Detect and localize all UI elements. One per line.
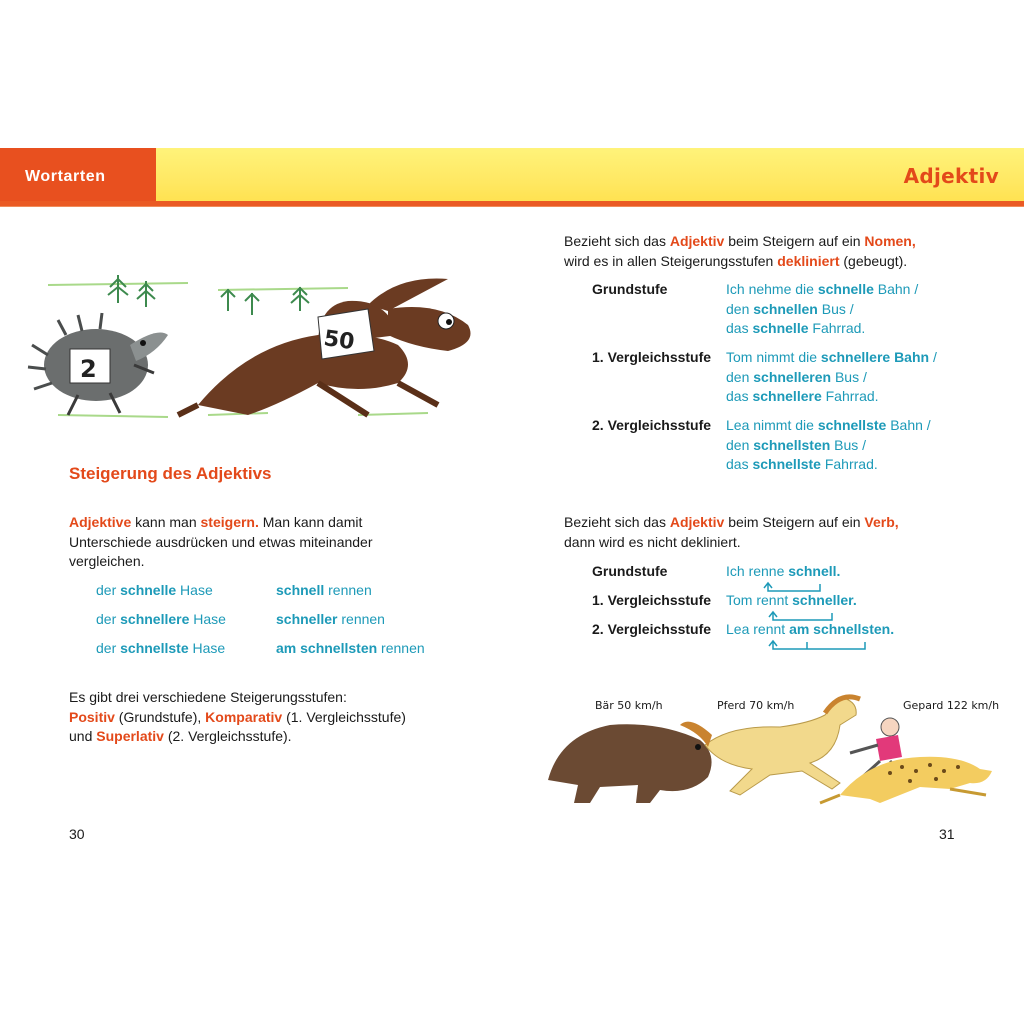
levels-paragraph: Es gibt drei verschiedene Steigerungsstufen: Positiv (Grundstufe), Komparativ (1. Vergleichsstufe) und Superlativ (2. Vergleichsstufe).: [69, 689, 406, 744]
page-heading: Steigerung des Adjektivs: [69, 464, 272, 483]
verb-row-text: Lea rennt am schnellsten.: [726, 621, 895, 637]
header-underline: [0, 201, 1024, 207]
arrow-bracket: [773, 642, 865, 649]
horse: [680, 697, 860, 795]
hare: [178, 279, 471, 415]
cheetah: [820, 757, 992, 803]
animal-race-illustration: [540, 685, 1000, 810]
noun-row-label: 1. Vergleichsstufe: [592, 349, 712, 365]
noun-row-label: 2. Vergleichsstufe: [592, 417, 712, 433]
verb-row-label: 2. Vergleichsstufe: [592, 621, 712, 637]
cheetah-caption: Gepard 122 km/h: [903, 699, 1000, 712]
example-row: schneller rennen: [276, 611, 385, 627]
example-row: am schnellsten rennen: [276, 640, 425, 656]
bear-caption: Bär 50 km/h: [595, 699, 663, 712]
example-row: der schnellere Hase: [96, 611, 226, 627]
example-row: der schnelle Hase: [96, 582, 213, 598]
noun-row-label: Grundstufe: [592, 281, 668, 297]
hedgehog-bib: 2: [80, 355, 97, 383]
horse-caption: Pferd 70 km/h: [717, 699, 795, 712]
example-row: der schnellste Hase: [96, 640, 226, 656]
noun-row-text: Lea nimmt die schnellste Bahn / den schnellsten Bus / das schnellste Fahrrad.: [726, 417, 931, 472]
page-number-left: 30: [69, 826, 85, 842]
verb-row-text: Tom rennt schneller.: [726, 592, 857, 608]
noun-row-text: Tom nimmt die schnellere Bahn / den schnelleren Bus / das schnellere Fahrrad.: [726, 349, 937, 404]
word-order-arrows: [720, 575, 900, 655]
verb-row-label: 1. Vergleichsstufe: [592, 592, 712, 608]
hedgehog: [28, 313, 168, 415]
noun-intro: Bezieht sich das Adjektiv beim Steigern auf ein Nomen, wird es in allen Steigerungsstufen dekliniert (gebeugt).: [564, 233, 916, 269]
section-title: Wortarten: [25, 168, 106, 185]
race-illustration: [18, 265, 488, 430]
page-number-right: 31: [939, 826, 955, 842]
topic-title: Adjektiv: [903, 164, 999, 188]
arrow-bracket: [768, 584, 820, 591]
intro-paragraph: Adjektive kann man steigern. Man kann damit Unterschiede ausdrücken und etwas miteinander vergleichen.: [69, 514, 373, 569]
tree-icons: [108, 275, 309, 315]
verb-row-text: Ich renne schnell.: [726, 563, 841, 579]
bear: [548, 724, 712, 803]
hare-bib: 50: [322, 326, 356, 356]
verb-row-label: Grundstufe: [592, 563, 668, 579]
verb-intro: Bezieht sich das Adjektiv beim Steigern auf ein Verb, dann wird es nicht dekliniert.: [564, 514, 899, 550]
noun-row-text: Ich nehme die schnelle Bahn / den schnellen Bus / das schnelle Fahrrad.: [726, 281, 919, 336]
arrow-bracket: [773, 613, 832, 620]
example-row: schnell rennen: [276, 582, 372, 598]
